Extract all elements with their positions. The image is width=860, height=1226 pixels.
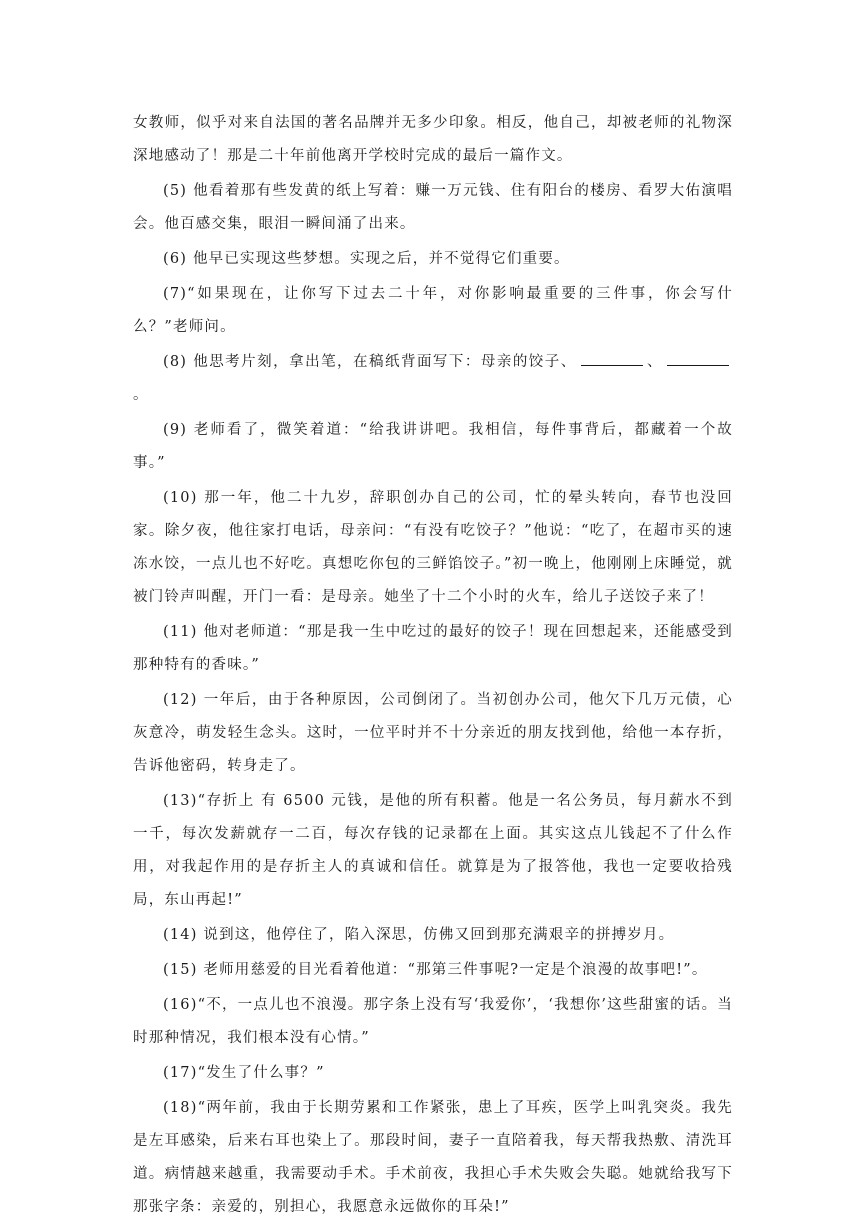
document-page — [133, 107, 733, 1226]
paragraph-8-separator: 、 — [646, 354, 663, 370]
paragraph-14: (14) 说到这，他停住了，陷入深思，仿佛又回到那充满艰辛的拼搏岁月。 — [163, 927, 675, 943]
paragraph-9: (9) 老师看了，微笑着道：“给我讲讲吧。我相信，每件事背后，都藏着一个故事。” — [133, 422, 733, 471]
answer-blank-1[interactable] — [581, 351, 643, 366]
paragraph-11: (11) 他对老师道：“那是我一生中吃过的最好的饺子！现在回想起来，还能感受到那种特有的香味。” — [133, 624, 733, 673]
paragraph-10: (10) 那一年，他二十九岁，辞职创办自己的公司，忙的晕头转向，春节也没回家。除夕夜，他往家打电话，母亲问：“有没有吃饺子？”他说：“吃了，在超市买的速冻水饺，一点儿也不好吃。真想吃你包的三鲜馅饺子。”初一晚上，他刚刚上床睡觉，就被门铃声叫醒，开门一看：是母亲。她坐了十二个小时的火车，给儿子送饺子来了！ — [133, 490, 733, 605]
paragraph-8-text-before: (8) 他思考片刻，拿出笔，在稿纸背面写下：母亲的饺子、 — [163, 354, 577, 370]
paragraph-12: (12) 一年后，由于各种原因，公司倒闭了。当初创办公司，他欠下几万元债，心灰意冷，萌发轻生念头。这时，一位平时并不十分亲近的朋友找到他，给他一本存折，告诉他密码，转身走了。 — [133, 692, 733, 774]
paragraph-13: (13)“存折上 有 6500 元钱，是他的所有积蓄。他是一名公务员，每月薪水不到一千，每次发薪就存一二百，每次存钱的记录都在上面。其实这点儿钱起不了什么作用，对我起作用的是存折主人的真诚和信任。就算是为了报答他，我也一定要收拾残局，东山再起!” — [133, 793, 733, 908]
paragraph-18: (18)“两年前，我由于长期劳累和工作紧张，患上了耳疾，医学上叫乳突炎。我先是左耳感染，后来右耳也染上了。那段时间，妻子一直陪着我，每天帮我热敷、清洗耳道。病情越来越重，我需要动手术。手术前夜，我担心手术失败会失聪。她就给我写下那张字条：亲爱的，别担心，我愿意永远做你的耳朵!” — [133, 1100, 733, 1215]
paragraph-8 — [133, 346, 733, 412]
paragraph-continuation: 女教师，似乎对来自法国的著名品牌并无多少印象。相反，他自己，却被老师的礼物深深地感动了！那是二十年前他离开学校时完成的最后一篇作文。 — [133, 115, 733, 164]
paragraph-7: (7)“如果现在，让你写下过去二十年，对你影响最重要的三件事，你会写什么？”老师问。 — [133, 286, 733, 335]
paragraph-5: (5) 他看着那有些发黄的纸上写着：赚一万元钱、住有阳台的楼房、看罗大佑演唱会。他百感交集，眼泪一瞬间涌了出来。 — [133, 183, 733, 232]
paragraph-16: (16)“不，一点儿也不浪漫。那字条上没有写‘我爱你’，‘我想你’这些甜蜜的话。当时那种情况，我们根本没有心情。” — [133, 997, 733, 1046]
paragraph-17: (17)“发生了什么事？” — [163, 1065, 325, 1081]
paragraph-15: (15) 老师用慈爱的目光看着他道：“那第三件事呢?一定是个浪漫的故事吧!”。 — [163, 962, 708, 978]
paragraph-8-text-after: 。 — [133, 387, 149, 403]
paragraph-6: (6) 他早已实现这些梦想。实现之后，并不觉得它们重要。 — [163, 251, 570, 267]
answer-blank-2[interactable] — [667, 351, 729, 366]
